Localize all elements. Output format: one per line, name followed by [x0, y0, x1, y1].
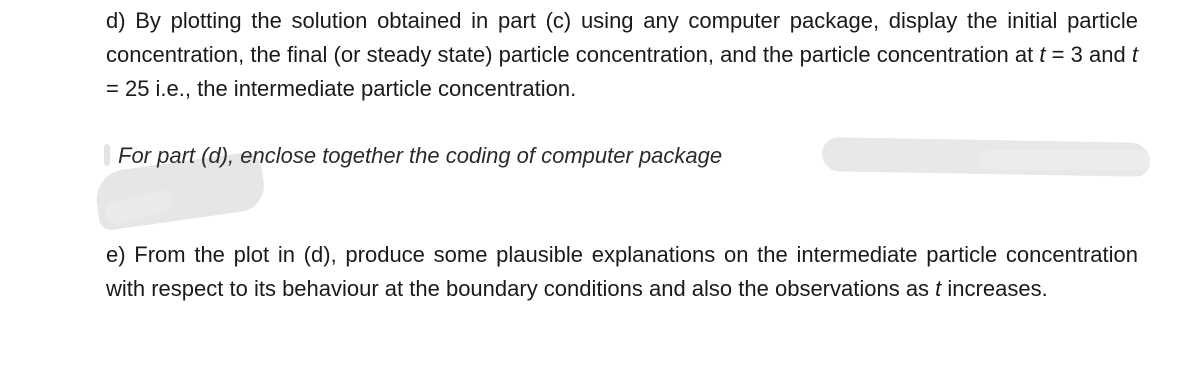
note-margin-mark: [104, 144, 110, 166]
part-d-variable-t-1: t: [1039, 42, 1046, 67]
part-d-text-2: = 3 and: [1045, 42, 1132, 67]
part-d-text-3: = 25 i.e., the intermediate particle concentration.: [106, 76, 577, 101]
question-part-d: [106, 4, 1138, 106]
question-part-e: [106, 238, 1138, 306]
redaction-scribble-right-tail: [980, 150, 1150, 170]
part-e-variable-t: t: [935, 276, 942, 301]
part-e-text-1: e) From the plot in (d), produce some plausible explanations on the intermediate particle concentration with respect to its behaviour at the boundary conditions and also the observations as: [106, 242, 1138, 301]
part-d-variable-t-2: t: [1131, 42, 1138, 67]
part-e-text-2: increases.: [941, 276, 1048, 301]
instruction-note: For part (d), enclose together the coding of computer package: [118, 143, 723, 168]
part-d-text-1: d) By plotting the solution obtained in part (c) using any computer package, display the initial particle concentration, the final (or steady state) particle concentration, and the particle concentration at: [106, 8, 1138, 67]
